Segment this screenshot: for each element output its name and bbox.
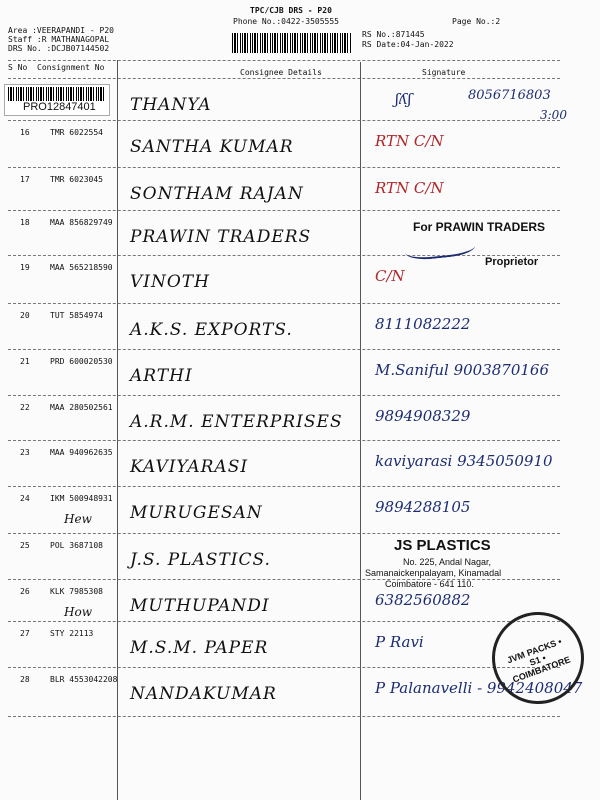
- stamp-scribble: [404, 232, 476, 261]
- consignee-name: M.S.M. PAPER: [130, 638, 269, 658]
- signature: C/N: [375, 267, 405, 285]
- column-consignment: Consignment No: [37, 63, 105, 72]
- column-signature: Signature: [422, 68, 466, 77]
- row-serial-number: 25: [20, 541, 30, 550]
- row-rule: [8, 667, 560, 668]
- signature-note: 3:00: [540, 108, 567, 122]
- row-serial-number: 19: [20, 263, 30, 272]
- rs-number: RS No.:871445: [362, 30, 425, 39]
- row-rule: [8, 533, 560, 534]
- row-consignment-number: TUT 5854974: [50, 311, 103, 320]
- consignee-name: VINOTH: [130, 272, 210, 292]
- row-serial-number: 23: [20, 448, 30, 457]
- row-consignment-number: BLR 4553042208: [50, 675, 118, 684]
- row-rule: [8, 167, 560, 168]
- stamp-proprietor: Proprietor: [485, 256, 539, 268]
- signature: P Palanavelli - 9942408047: [375, 679, 583, 697]
- row-consignment-number: TMR 6023045: [50, 175, 103, 184]
- consignee-name: ARTHI: [130, 366, 193, 386]
- consignee-name: PRAWIN TRADERS: [130, 227, 312, 247]
- row-rule: [8, 303, 560, 304]
- signature-phone: 8056716803: [468, 88, 551, 103]
- consignee-name: J.S. PLASTICS.: [130, 550, 271, 570]
- column-divider-right: [360, 62, 361, 800]
- consignee-name: A.R.M. ENTERPRISES: [130, 412, 343, 432]
- consignee-name: MURUGESAN: [130, 503, 263, 523]
- row-rule: [8, 716, 560, 717]
- row-rule: [8, 120, 560, 121]
- sheet-title: TPC/CJB DRS - P20: [250, 6, 332, 15]
- consignee-name: KAVIYARASI: [130, 457, 249, 477]
- row-consignment-number: MAA 856829749: [50, 218, 113, 227]
- stamp-address-1: No. 225, Andal Nagar,: [403, 557, 492, 567]
- signature: kaviyarasi 9345050910: [375, 452, 553, 470]
- stamp-address-3: Coimbatore - 641 110.: [385, 579, 474, 589]
- consignee-name: MUTHUPANDI: [130, 596, 270, 616]
- row-serial-number: 27: [20, 629, 30, 638]
- row-consignment-number: STY 22113: [50, 629, 94, 638]
- row-consignment-number: MAA 565218590: [50, 263, 113, 272]
- column-divider-left: [117, 60, 118, 800]
- row-rule: [8, 210, 560, 211]
- signature: M.Saniful 9003870166: [375, 361, 550, 379]
- signature: 9894908329: [375, 407, 471, 425]
- phone-number: Phone No.:0422-3505555: [233, 17, 339, 26]
- jvm-packs-stamp: [479, 599, 597, 717]
- row-consignment-number: POL 3687108: [50, 541, 103, 550]
- row-serial-number: 21: [20, 357, 30, 366]
- signature: RTN C/N: [375, 132, 444, 150]
- row-rule: [8, 579, 560, 580]
- signature: 6382560882: [375, 591, 471, 609]
- consignee-name: THANYA: [130, 95, 212, 115]
- header-bottom-rule: [8, 78, 560, 79]
- column-consignee-details: Consignee Details: [240, 68, 322, 77]
- staff-label: Staff :R MATHANAGOPAL: [8, 35, 110, 44]
- row-serial-number: 24: [20, 494, 30, 503]
- row-handwritten-note: Hew: [64, 512, 92, 526]
- jvm-stamp-text: JVM PACKS • S1 • COIMBATORE: [505, 636, 572, 685]
- signature: 8111082222: [375, 315, 471, 333]
- row-consignment-number: MAA 280502561: [50, 403, 113, 412]
- sticker-code: PRO12847401: [23, 101, 96, 113]
- row-consignment-number: IKM 500948931: [50, 494, 113, 503]
- consignee-name: SONTHAM RAJAN: [130, 184, 304, 204]
- row-rule: [8, 440, 560, 441]
- rs-date: RS Date:04-Jan-2022: [362, 40, 454, 49]
- prawin-stamp: [385, 220, 555, 270]
- row-handwritten-note: How: [64, 605, 92, 619]
- stamp-title: JS PLASTICS: [394, 537, 491, 554]
- signature: ʃʎʃ: [395, 90, 412, 108]
- row-serial-number: 18: [20, 218, 30, 227]
- consignee-name: NANDAKUMAR: [130, 684, 277, 704]
- row-serial-number: 26: [20, 587, 30, 596]
- row-consignment-number: MAA 940962635: [50, 448, 113, 457]
- row-serial-number: 17: [20, 175, 30, 184]
- row-serial-number: 28: [20, 675, 30, 684]
- row-serial-number: 16: [20, 128, 30, 137]
- barcode-sticker: [4, 84, 110, 116]
- row-rule: [8, 621, 560, 622]
- row-serial-number: 22: [20, 403, 30, 412]
- area-label: Area :VEERAPANDI - P20: [8, 26, 114, 35]
- row-rule: [8, 349, 560, 350]
- stamp-company: For PRAWIN TRADERS: [413, 220, 545, 234]
- signature: 9894288105: [375, 498, 471, 516]
- row-serial-number: 20: [20, 311, 30, 320]
- signature: P Ravi: [375, 633, 424, 651]
- consignee-name: A.K.S. EXPORTS.: [130, 320, 293, 340]
- row-rule: [8, 486, 560, 487]
- page-number: Page No.:2: [452, 17, 501, 26]
- consignee-name: SANTHA KUMAR: [130, 137, 294, 157]
- stamp-address-2: Samanaickenpalayam, Kinamadal: [365, 568, 502, 578]
- header-barcode: [232, 33, 352, 53]
- column-sno: S No: [8, 63, 28, 72]
- row-consignment-number: TMR 6022554: [50, 128, 103, 137]
- signature: RTN C/N: [375, 179, 444, 197]
- row-consignment-number: KLK 7985308: [50, 587, 103, 596]
- header-top-rule: [8, 60, 560, 61]
- row-consignment-number: PRD 600020530: [50, 357, 113, 366]
- drs-number: DRS No. :DCJB07144502: [8, 44, 110, 53]
- sticker-barcode: [8, 87, 106, 101]
- row-rule: [8, 395, 560, 396]
